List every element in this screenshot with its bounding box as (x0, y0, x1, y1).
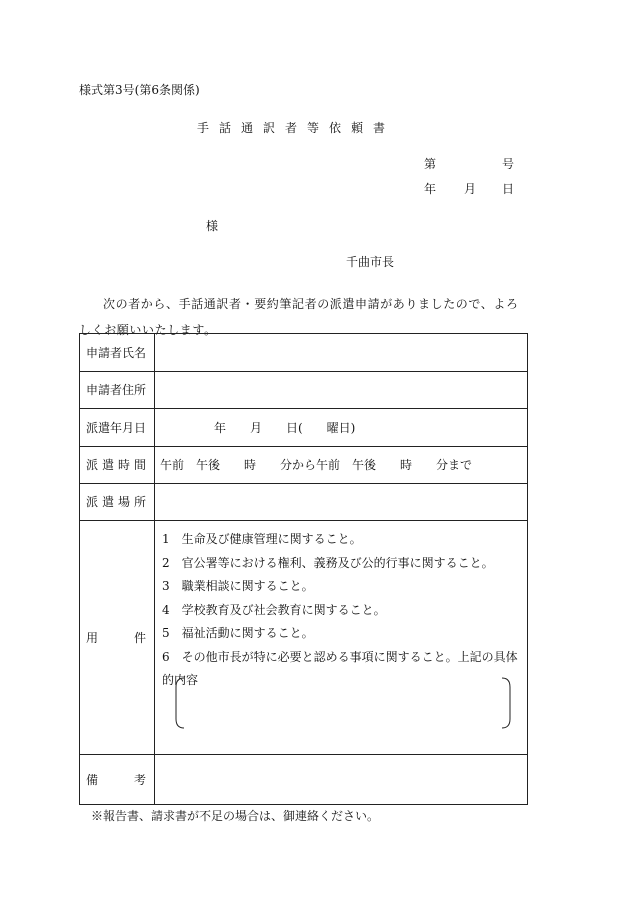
purpose-details-field[interactable] (174, 677, 512, 729)
number-prefix: 第 (424, 157, 437, 171)
applicant-name-field[interactable] (156, 334, 527, 371)
remarks-field[interactable] (156, 754, 527, 804)
purpose-item: 4 学校教育及び社会教育に関すること。 (162, 602, 386, 617)
purpose-item: 3 職業相談に関すること。 (162, 579, 314, 593)
purpose-item: 5 福祉活動に関すること。 (162, 626, 314, 640)
document-title: 手話通訳者等依頼書 (197, 121, 396, 135)
purpose-item-list (162, 528, 524, 693)
applicant-address-label: 申請者住所 (80, 371, 155, 408)
dispatch-date-field[interactable]: 年 月 日( 曜日) (214, 420, 356, 435)
request-body-text: 次の者から、手話通訳者・要約筆記者の派遣申請がありましたので、よろしくお願いいたします。 (79, 297, 519, 337)
date-day: 日 (502, 182, 515, 196)
row-dispatch-place (80, 483, 527, 521)
dispatch-place-field[interactable] (156, 483, 527, 520)
remarks-label: 備 考 (80, 754, 155, 804)
number-suffix: 号 (502, 157, 515, 171)
dispatch-place-label: 派遣場所 (80, 483, 155, 520)
row-applicant-name (80, 334, 527, 372)
purpose-item: 1 生命及び健康管理に関すること。 (162, 532, 362, 546)
parenthesis-bracket-icon (174, 677, 512, 729)
row-purpose (80, 520, 527, 755)
row-dispatch-date (80, 408, 527, 447)
dispatch-time-field[interactable]: 午前 午後 時 分から午前 午後 時 分まで (160, 458, 473, 472)
row-dispatch-time (80, 446, 527, 484)
date-year: 年 (424, 182, 437, 196)
purpose-item: 6 その他市長が特に必要と認める事項に関すること。上記の具体的内容 (162, 649, 518, 687)
addressee: 様 (206, 219, 219, 233)
request-form-table (79, 333, 528, 805)
row-applicant-address (80, 371, 527, 409)
purpose-label: 用 件 (80, 520, 155, 754)
form-number: 様式第3号(第6条関係) (79, 83, 200, 97)
row-remarks (80, 754, 527, 804)
date-month: 月 (464, 182, 477, 196)
footnote: ※報告書、請求書が不足の場合は、御連絡ください。 (91, 809, 380, 823)
dispatch-time-label: 派遣時間 (80, 446, 155, 483)
purpose-item: 2 官公署等における権利、義務及び公的行事に関すること。 (162, 555, 494, 570)
applicant-name-label: 申請者氏名 (80, 334, 155, 371)
dispatch-date-label: 派遣年月日 (80, 408, 155, 446)
applicant-address-field[interactable] (156, 371, 527, 408)
issuer: 千曲市長 (346, 255, 395, 269)
